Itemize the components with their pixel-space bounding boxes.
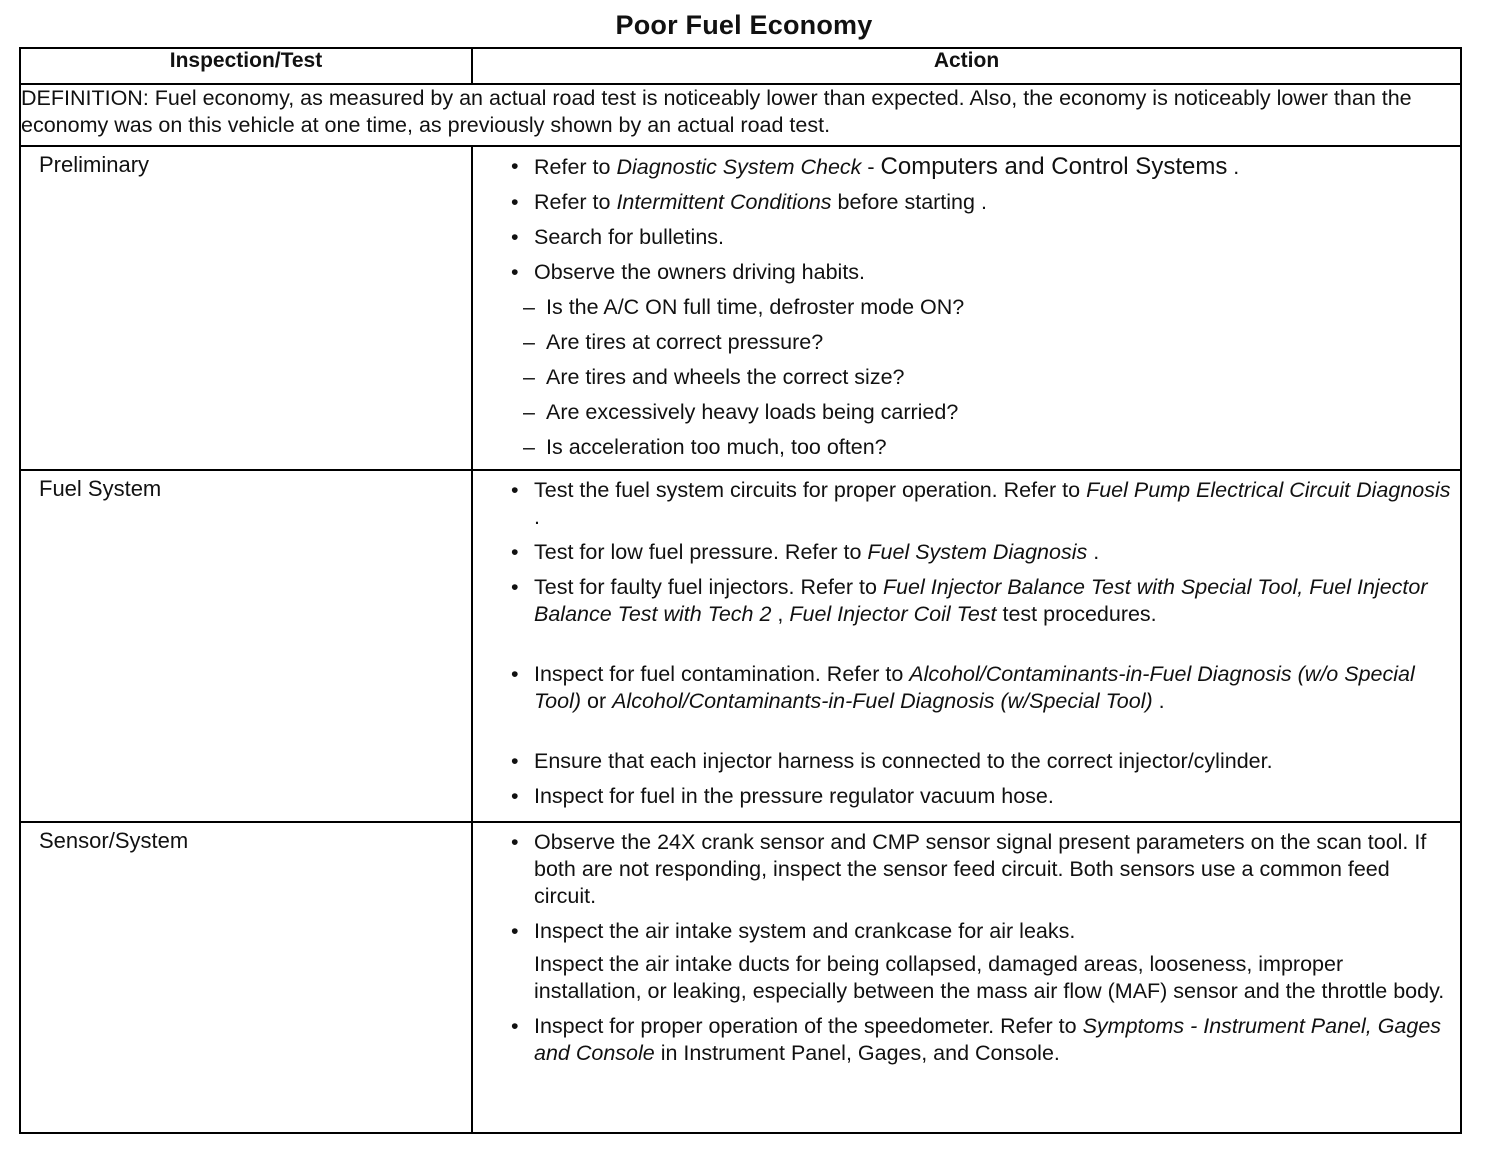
reference-link[interactable]: Fuel Pump Electrical Circuit Diagnosis: [1086, 478, 1451, 502]
row-label-preliminary: Preliminary: [20, 146, 472, 470]
reference-link[interactable]: Symptoms - Instrument Panel, Gages and Console: [534, 1014, 1442, 1065]
sub-item: – Are excessively heavy loads being carried?: [509, 399, 1452, 426]
sub-item: – Are tires and wheels the correct size?: [509, 364, 1452, 391]
table-row: [20, 146, 1461, 470]
list-item-continuation: Inspect the air intake ducts for being collapsed, damaged areas, looseness, improper installation, or leaking, especially between the mass air flow (MAF) sensor and the throttle body.: [534, 952, 1445, 1003]
item-text: .: [1087, 540, 1100, 564]
item-text: Refer to: [534, 155, 617, 179]
list-item: [509, 1013, 1452, 1067]
item-text: ,: [771, 602, 790, 626]
reference-link[interactable]: Alcohol/Contaminants-in-Fuel Diagnosis (w/o Special Tool): [534, 662, 1415, 713]
action-cell: [472, 822, 1461, 1133]
item-text: in Instrument Panel, Gages, and Console.: [654, 1041, 1060, 1065]
action-list: [509, 153, 1452, 461]
definition-text: DEFINITION: Fuel economy, as measured by an actual road test is noticeably lower than expected. Also, the economy is noticeably lower than the economy was on this vehicle at one time, as previously shown by an actual road test.: [20, 84, 1461, 146]
item-text: Refer to: [534, 190, 617, 214]
item-text: Inspect for proper operation of the speedometer. Refer to: [534, 1014, 1083, 1038]
list-item: • Inspect the air intake system and crankcase for air leaks.: [509, 918, 1452, 945]
item-text: Test for low fuel pressure. Refer to: [534, 540, 868, 564]
action-list: [509, 477, 1452, 810]
reference-link[interactable]: Fuel Injector Balance Test with Special Tool, Fuel Injector Balance Test with Tech 2: [534, 575, 1428, 626]
page-title: Poor Fuel Economy: [615, 10, 873, 40]
item-text: -: [861, 155, 881, 179]
list-item: [509, 661, 1452, 715]
item-text: Inspect for fuel contamination. Refer to: [534, 662, 910, 686]
table-row: [20, 470, 1461, 822]
sub-item: – Are tires at correct pressure?: [509, 329, 1452, 356]
definition-row: [20, 84, 1461, 146]
list-item: • Search for bulletins.: [509, 224, 1452, 251]
list-item: [509, 539, 1452, 566]
item-text: or: [581, 689, 613, 713]
item-text: .: [1227, 155, 1240, 179]
item-text: before starting .: [831, 190, 987, 214]
action-list: [509, 829, 1452, 1067]
list-item: [509, 574, 1452, 628]
sub-item: – Is the A/C ON full time, defroster mode ON?: [509, 294, 1452, 321]
item-text: .: [534, 505, 540, 529]
list-item: [509, 477, 1452, 531]
reference-link[interactable]: Fuel System Diagnosis: [867, 540, 1088, 564]
list-item: [509, 153, 1452, 181]
table-header-row: [20, 48, 1461, 84]
reference-link[interactable]: Intermittent Conditions: [616, 190, 832, 214]
header-inspection-test: Inspection/Test: [20, 48, 472, 84]
item-text: .: [1152, 689, 1165, 713]
action-cell: [472, 146, 1461, 470]
item-text: Computers and Control Systems: [880, 153, 1228, 180]
diagnosis-table: [19, 47, 1462, 1134]
reference-link[interactable]: Diagnostic System Check: [616, 155, 862, 179]
list-item: • Observe the 24X crank sensor and CMP sensor signal present parameters on the scan tool. If both are not responding, inspect the sensor feed circuit. Both sensors use a common feed circuit.: [509, 829, 1452, 910]
list-item: • Ensure that each injector harness is connected to the correct injector/cylinder.: [509, 748, 1452, 775]
row-label-sensor-system: Sensor/System: [20, 822, 472, 1133]
item-text: Test the fuel system circuits for proper operation. Refer to: [534, 478, 1087, 502]
item-text: Test for faulty fuel injectors. Refer to: [534, 575, 883, 599]
list-item: [509, 189, 1452, 216]
list-item: • Inspect for fuel in the pressure regulator vacuum hose.: [509, 783, 1452, 810]
header-action: Action: [472, 48, 1461, 84]
reference-link[interactable]: Fuel Injector Coil Test: [789, 602, 997, 626]
action-cell: [472, 470, 1461, 822]
reference-link[interactable]: Alcohol/Contaminants-in-Fuel Diagnosis (w/Special Tool): [612, 689, 1153, 713]
sub-item: – Is acceleration too much, too often?: [509, 434, 1452, 461]
list-item: • Observe the owners driving habits.: [509, 259, 1452, 286]
table-row: [20, 822, 1461, 1133]
row-label-fuel-system: Fuel System: [20, 470, 472, 822]
item-text: test procedures.: [996, 602, 1157, 626]
